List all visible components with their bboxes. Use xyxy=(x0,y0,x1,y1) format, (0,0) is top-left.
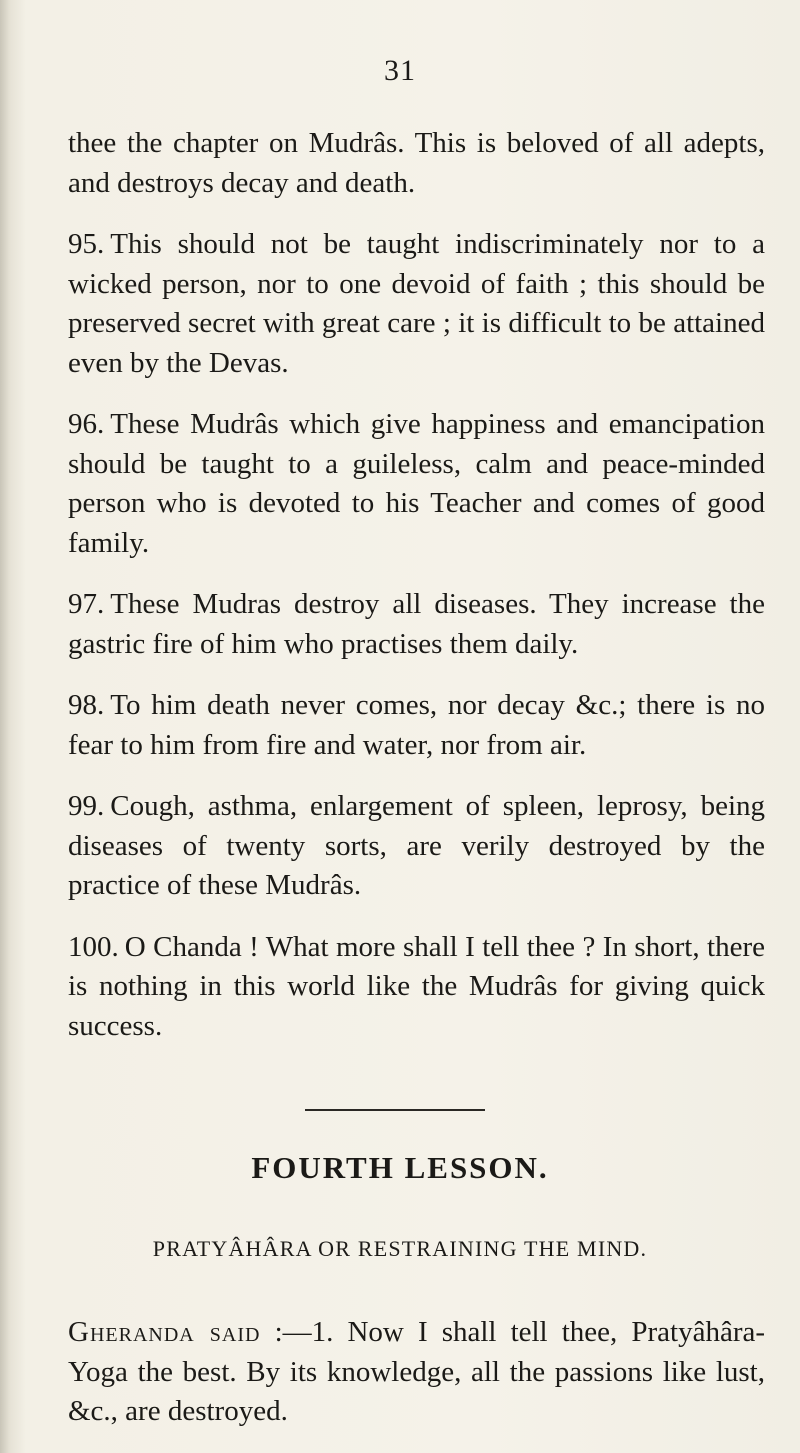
lesson-opening-paragraph xyxy=(68,1313,765,1432)
lesson-opening-text: :—1. Now I shall tell thee, Pratyâhâra-Yoga the best. By its knowledge, all the passions like lust, &c., are destroyed. xyxy=(68,1316,765,1427)
verse-text: This should not be taught indiscriminately nor to a wicked person, nor to one devoid of faith ; this should be preserved secret with great care ; it is difficult to be attained even by the Devas. xyxy=(68,228,765,379)
page-number: 31 xyxy=(384,54,416,87)
verse-text: Cough, asthma, enlargement of spleen, leprosy, being diseases of twenty sorts, are verily destroyed by the practice of these Mudrâs. xyxy=(68,790,765,901)
verse-number: 95. xyxy=(68,228,105,260)
speaker-name: Gheranda said xyxy=(68,1316,261,1348)
verse-text: These Mudras destroy all diseases. They increase the gastric fire of him who practises them daily. xyxy=(68,588,765,660)
lesson-heading: FOURTH LESSON. xyxy=(251,1150,549,1185)
paragraph-text: thee the chapter on Mudrâs. This is beloved of all adepts, and destroys decay and death. xyxy=(68,127,765,199)
verse-text: These Mudrâs which give happiness and emancipation should be taught to a guileless, calm and peace-minded person who is devoted to his Teacher and comes of good family. xyxy=(68,408,765,559)
verse-number: 98. xyxy=(68,689,105,721)
verse-number: 97. xyxy=(68,588,105,620)
verse-95 xyxy=(68,225,765,383)
verse-number: 100. xyxy=(68,930,119,963)
verse-99 xyxy=(68,787,765,906)
verse-number: 99. xyxy=(68,790,105,822)
main-text xyxy=(68,124,765,1068)
verse-96 xyxy=(68,405,765,563)
verse-text: O Chanda ! What more shall I tell thee ? In short, there is nothing in this world like the Mudrâs for giving quick success. xyxy=(68,930,765,1042)
section-divider xyxy=(305,1109,485,1111)
verse-98 xyxy=(68,686,765,765)
verse-97 xyxy=(68,585,765,664)
verse-text: To him death never comes, nor decay &c.; there is no fear to him from fire and water, nor from air. xyxy=(68,689,765,761)
paragraph-continuation xyxy=(68,124,765,203)
verse-100 xyxy=(68,928,765,1047)
verse-number: 96. xyxy=(68,408,105,440)
lesson-subheading: PRATYÂHÂRA OR RESTRAINING THE MIND. xyxy=(152,1236,648,1261)
